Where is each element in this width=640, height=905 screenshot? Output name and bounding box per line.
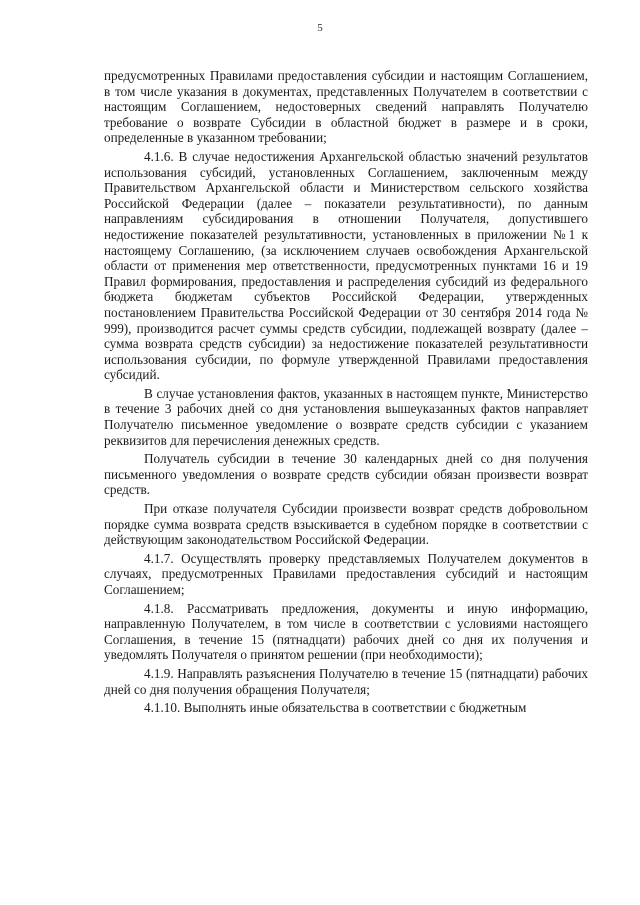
paragraph-4-1-8: 4.1.8. Рассматривать предложения, документы и иную информацию, направленную Получателем, в том числе в соответствии с условиями настоящего Соглашения, в течение 15 (пятнадцати) рабочих дней со дня их получения и уведомлять Получателя о принятом решении (при необходимости); bbox=[104, 600, 588, 663]
paragraph-4-1-10: 4.1.10. Выполнять иные обязательства в соответствии с бюджетным bbox=[144, 700, 527, 716]
paragraph-facts-notice: В случае установления фактов, указанных в настоящем пункте, Министерство в течение 3 рабочих дней со дня установления вышеуказанных фактов направляет Получателю письменное уведомление о возврате средств субсидии с указанием реквизитов для перечисления денежных средств. bbox=[104, 385, 588, 448]
paragraph-continuation: предусмотренных Правилами предоставления субсидии и настоящим Соглашением, в том числе указания в документах, представленных Получателем в соответствии с настоящим Соглашением, недостоверных сведений направлять Получателю требование о возврате Субсидии в областной бюджет в размере и в сроки, определенные в указанном требовании; bbox=[104, 68, 588, 146]
paragraph-refusal: При отказе получателя Субсидии произвести возврат средств добровольном порядке сумма возврата средств взыскивается в судебном порядке в соответствии с действующим законодательством Российской Федерации. bbox=[104, 501, 588, 548]
paragraph-4-1-7: 4.1.7. Осуществлять проверку представляемых Получателем документов в случаях, предусмотренных Правилами предоставления субсидий и настоящим Соглашением; bbox=[104, 550, 588, 597]
paragraph-4-1-6: 4.1.6. В случае недостижения Архангельской областью значений результатов использования субсидий, установленных Соглашением, заключенным между Правительством Архангельской области и Министерством сельского хозяйства Российской Федерации (далее – показатели результативности), по данным направлениям субсидирования в отношении Получателя, допустившего недостижение показателей результативности, установленных в приложении №1 к настоящему Соглашению, (за исключением случаев освобождения Архангельской области от применения мер ответственности, предусмотренных пунктами 16 и 19 Правил формирования, предоставления и распределения субсидий из федерального бюджета бюджетам субъектов Российской Федерации, утвержденных постановлением Правительства Российской Федерации от 30 сентября 2014 года № 999), производится расчет суммы средств субсидии, подлежащей возврату (далее – сумма возврата средств субсидии) за недостижение показателей результативности использования субсидии, по формуле утвержденной Правилами предоставления субсидий. bbox=[104, 148, 588, 383]
paragraph-4-1-9: 4.1.9. Направлять разъяснения Получателю в течение 15 (пятнадцати) рабочих дней со дня получения обращения Получателя; bbox=[104, 665, 588, 697]
paragraph-return-deadline: Получатель субсидии в течение 30 календарных дней со дня получения письменного уведомления о возврате средств субсидии обязан произвести возврат средств. bbox=[104, 451, 588, 498]
page-number: 5 bbox=[317, 22, 323, 34]
document-body bbox=[104, 68, 588, 719]
